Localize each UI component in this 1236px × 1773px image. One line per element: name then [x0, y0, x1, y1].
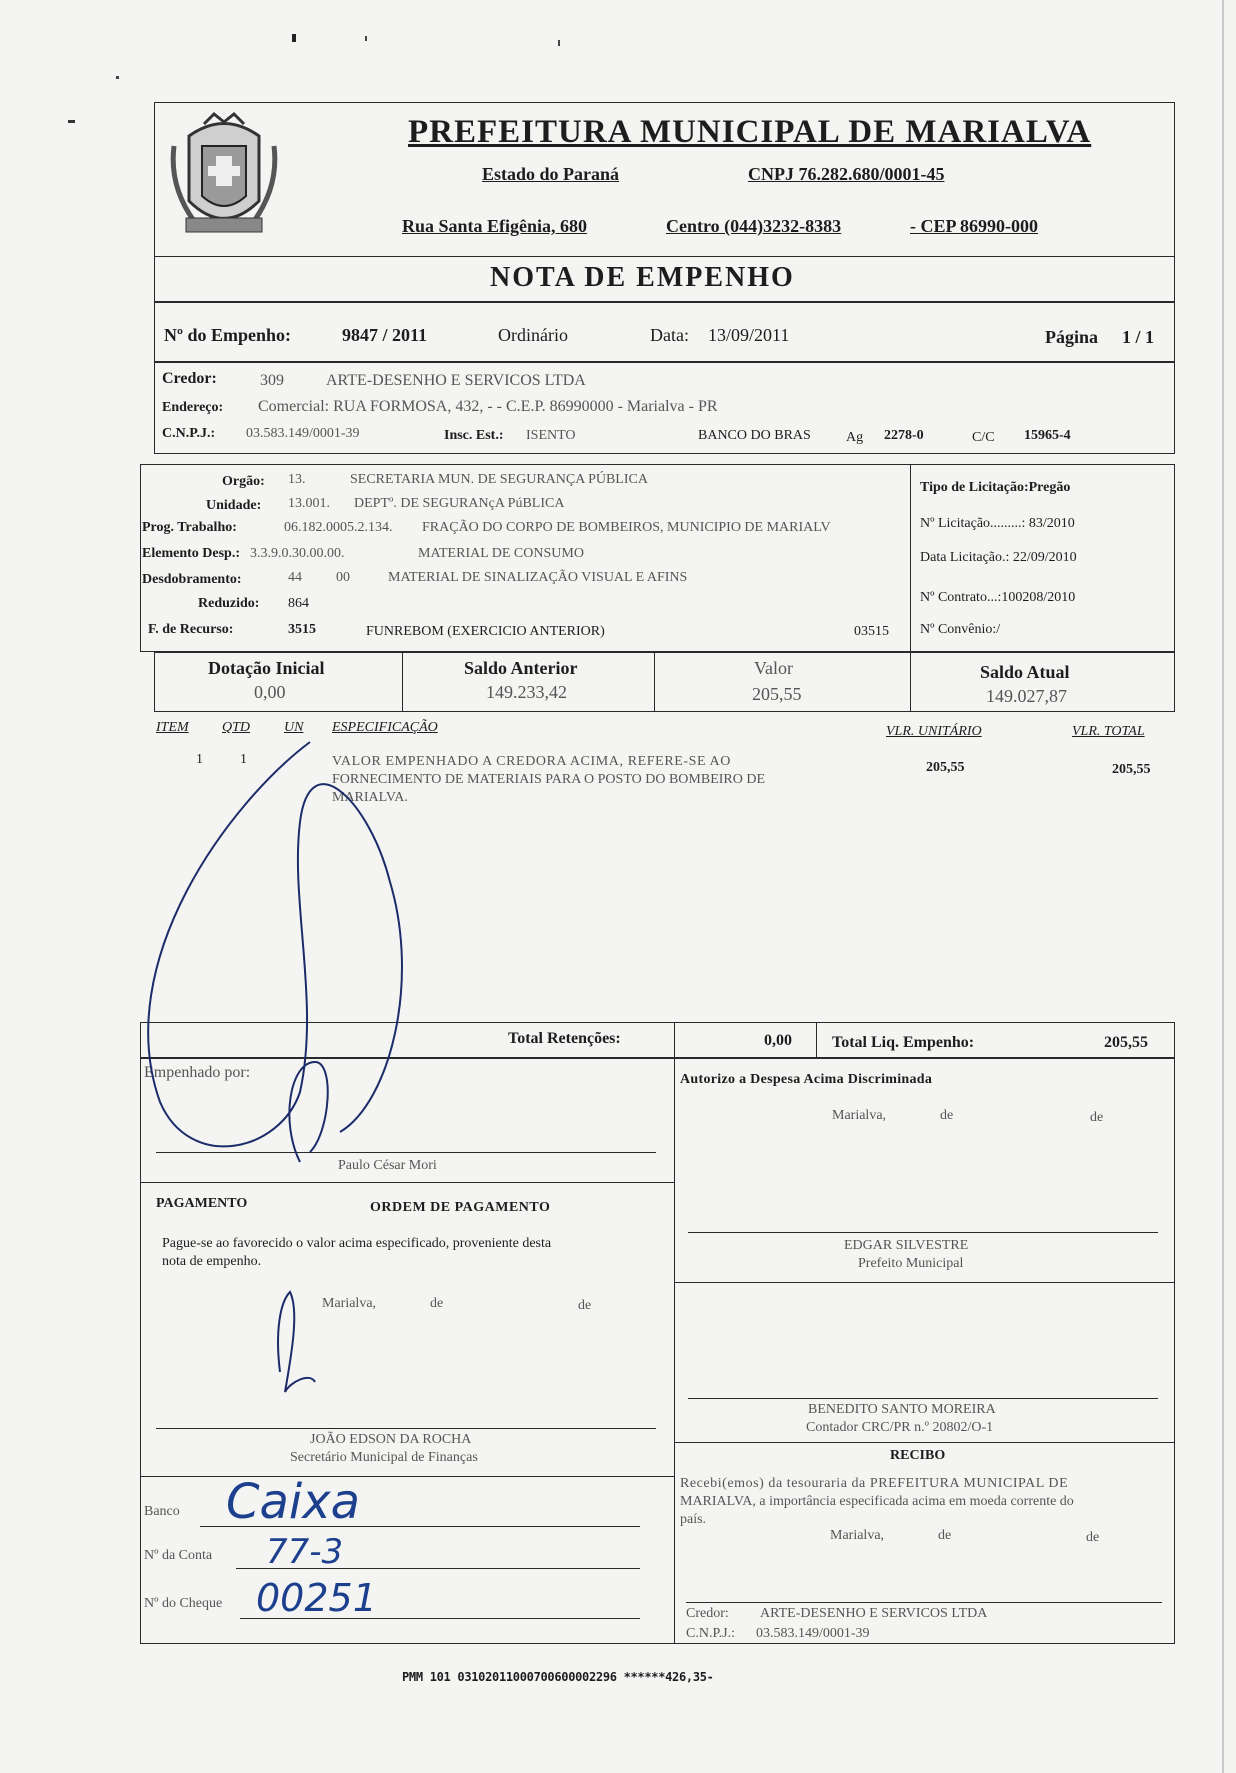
banco-handwritten: Caixa [226, 1474, 361, 1530]
credor-bank: BANCO DO BRAS [698, 428, 811, 443]
elemento-name: MATERIAL DE CONSUMO [418, 546, 584, 561]
unidade-name: DEPTº. DE SEGURANçA PúBLICA [354, 496, 565, 511]
item-unit-value: 205,55 [926, 760, 965, 775]
autorizo-signer-name: EDGAR SILVESTRE [844, 1238, 969, 1253]
footer-code: PMM 101 03102011000700600002296 ******426,35- [402, 1670, 714, 1684]
valor-label: Valor [754, 658, 793, 678]
ordem-pagamento-label: ORDEM DE PAGAMENTO [370, 1200, 551, 1215]
autorizo-de2: de [1090, 1110, 1104, 1125]
document-title: NOTA DE EMPENHO [490, 262, 795, 293]
empenho-date-label: Data: [650, 325, 689, 345]
items-header-qtd: QTD [222, 720, 251, 735]
recurso-label: F. de Recurso: [148, 622, 234, 637]
licitacao-numero: Nº Licitação.........: 83/2010 [920, 516, 1075, 531]
total-liquido-label: Total Liq. Empenho: [832, 1034, 975, 1051]
conta-handwritten: 77-3 [266, 1532, 344, 1572]
banco-label: Banco [144, 1504, 180, 1519]
desdobramento-code1: 44 [288, 570, 302, 585]
dotacao-value: 0,00 [254, 682, 286, 702]
items-header-vlr-unit: VLR. UNITÁRIO [886, 724, 982, 739]
licitacao-data: Data Licitação.: 22/09/2010 [920, 550, 1077, 565]
dotacao-label: Dotação Inicial [208, 658, 325, 678]
cheque-label: Nº do Cheque [144, 1596, 223, 1611]
empenhado-name: Paulo César Mori [338, 1158, 437, 1173]
item-number: 1 [196, 752, 203, 767]
items-header-vlr-total: VLR. TOTAL [1072, 724, 1145, 739]
pagamento-text-line1: Pague-se ao favorecido o valor acima especificado, proveniente desta [162, 1236, 552, 1251]
credor-cnpj: 03.583.149/0001-39 [246, 426, 360, 441]
saldo-anterior-value: 149.233,42 [486, 682, 567, 702]
recurso-name: FUNREBOM (EXERCICIO ANTERIOR) [366, 624, 605, 639]
licitacao-tipo: Tipo de Licitação:Pregão [920, 480, 1071, 495]
recibo-city: Marialva, [830, 1528, 885, 1543]
items-header-item: ITEM [156, 720, 189, 735]
item-spec-line3: MARIALVA. [332, 790, 408, 805]
pagamento-text-line2: nota de empenho. [162, 1254, 262, 1269]
saldo-atual-label: Saldo Atual [980, 662, 1070, 682]
header-district-phone: Centro (044)3232-8383 [666, 216, 842, 236]
contador-name: BENEDITO SANTO MOREIRA [808, 1402, 996, 1417]
scan-speck [365, 36, 367, 41]
unidade-code: 13.001. [288, 496, 330, 511]
scan-speck [68, 120, 75, 123]
reduzido-label: Reduzido: [198, 596, 260, 611]
licitacao-contrato: Nº Contrato...:100208/2010 [920, 590, 1076, 605]
recurso-code2: 03515 [854, 624, 889, 639]
empenhado-label: Empenhado por: [144, 1064, 251, 1081]
desdobramento-name: MATERIAL DE SINALIZAÇÃO VISUAL E AFINS [388, 570, 688, 585]
header-state: Estado do Paraná [482, 164, 620, 184]
scan-speck [558, 40, 560, 46]
total-liquido-value: 205,55 [1104, 1034, 1148, 1051]
item-spec-line1: VALOR EMPENHADO A CREDORA ACIMA, REFERE-SE AO [332, 754, 731, 769]
credor-insc-label: Insc. Est.: [444, 428, 504, 443]
pagamento-label: PAGAMENTO [156, 1196, 248, 1211]
header-title: PREFEITURA MUNICIPAL DE MARIALVA [408, 114, 1092, 150]
header-address: Rua Santa Efigênia, 680 [402, 216, 588, 236]
pagamento-signer-name: JOÃO EDSON DA ROCHA [310, 1432, 472, 1447]
elemento-code: 3.3.9.0.30.00.00. [250, 546, 345, 561]
item-total-value: 205,55 [1112, 762, 1151, 777]
saldo-atual-value: 149.027,87 [986, 686, 1067, 706]
cheque-handwritten: 00251 [256, 1576, 377, 1620]
recurso-code: 3515 [288, 622, 316, 637]
header-cnpj: CNPJ 76.282.680/0001-45 [748, 164, 945, 184]
recibo-credor-label: Credor: [686, 1606, 729, 1621]
credor-code: 309 [260, 372, 284, 389]
licitacao-convenio: Nº Convênio:/ [920, 622, 1001, 637]
orgao-name: SECRETARIA MUN. DE SEGURANÇA PÚBLICA [350, 472, 648, 487]
conta-label: Nº da Conta [144, 1548, 213, 1563]
recibo-de2: de [1086, 1530, 1100, 1545]
credor-ag-label: Ag [846, 430, 864, 445]
credor-name: ARTE-DESENHO E SERVICOS LTDA [326, 372, 586, 389]
credor-address-label: Endereço: [162, 400, 224, 415]
credor-label: Credor: [162, 370, 217, 387]
pagamento-de1: de [430, 1296, 444, 1311]
empenho-type: Ordinário [498, 325, 568, 345]
scan-speck [116, 76, 119, 79]
recibo-credor-name: ARTE-DESENHO E SERVICOS LTDA [760, 1606, 988, 1621]
credor-cnpj-label: C.N.P.J.: [162, 426, 216, 441]
scan-speck [292, 34, 296, 42]
recibo-label: RECIBO [890, 1448, 946, 1463]
recibo-cnpj-label: C.N.P.J.: [686, 1626, 736, 1641]
reduzido-value: 864 [288, 596, 309, 611]
recibo-cnpj: 03.583.149/0001-39 [756, 1626, 870, 1641]
orgao-label: Orgão: [222, 474, 265, 489]
valor-value: 205,55 [752, 684, 802, 704]
empenho-date: 13/09/2011 [708, 325, 790, 345]
handwritten-signature [140, 102, 1175, 1652]
contador-role: Contador CRC/PR n.º 20802/O-1 [806, 1420, 994, 1435]
saldo-anterior-label: Saldo Anterior [464, 658, 578, 678]
prog-name: FRAÇÃO DO CORPO DE BOMBEIROS, MUNICIPIO DE MARIALV [422, 520, 831, 535]
unidade-label: Unidade: [206, 498, 262, 513]
recibo-de1: de [938, 1528, 952, 1543]
desdobramento-label: Desdobramento: [142, 572, 242, 587]
empenho-number: 9847 / 2011 [342, 325, 428, 345]
total-retencoes-value: 0,00 [764, 1032, 792, 1049]
items-header-un: UN [284, 720, 304, 735]
page-number: 1 / 1 [1122, 327, 1155, 347]
credor-address: Comercial: RUA FORMOSA, 432, - - C.E.P. 86990000 - Marialva - PR [258, 398, 718, 415]
credor-insc: ISENTO [526, 428, 576, 443]
empenho-number-label: Nº do Empenho: [164, 325, 291, 345]
pagamento-signer-role: Secretário Municipal de Finanças [290, 1450, 478, 1465]
recibo-text-line3: país. [680, 1512, 707, 1527]
scan-edge [1222, 0, 1224, 1773]
elemento-label: Elemento Desp.: [142, 546, 240, 561]
autorizo-de1: de [940, 1108, 954, 1123]
recibo-text-line1: Recebi(emos) da tesouraria da PREFEITURA MUNICIPAL DE [680, 1476, 1069, 1491]
orgao-code: 13. [288, 472, 306, 487]
item-spec-line2: FORNECIMENTO DE MATERIAIS PARA O POSTO DO BOMBEIRO DE [332, 772, 766, 787]
pagamento-city: Marialva, [322, 1296, 377, 1311]
credor-cc-label: C/C [972, 430, 995, 445]
desdobramento-code2: 00 [336, 570, 350, 585]
recibo-text-line2: MARIALVA, a importância especificada acima em moeda corrente do [680, 1494, 1074, 1509]
nota-de-empenho-form [140, 102, 1175, 1652]
credor-cc: 15965-4 [1024, 428, 1071, 443]
prog-label: Prog. Trabalho: [142, 520, 237, 535]
item-qtd: 1 [240, 752, 247, 767]
prog-code: 06.182.0005.2.134. [284, 520, 393, 535]
autorizo-label: Autorizo a Despesa Acima Discriminada [680, 1072, 933, 1087]
autorizo-city: Marialva, [832, 1108, 887, 1123]
page-label: Página [1045, 327, 1099, 347]
credor-ag: 2278-0 [884, 428, 924, 443]
header-cep: - CEP 86990-000 [910, 216, 1038, 236]
pagamento-de2: de [578, 1298, 592, 1313]
autorizo-signer-role: Prefeito Municipal [858, 1256, 964, 1271]
total-retencoes-label: Total Retenções: [508, 1030, 621, 1047]
items-header-espec: ESPECIFICAÇÃO [332, 720, 438, 735]
